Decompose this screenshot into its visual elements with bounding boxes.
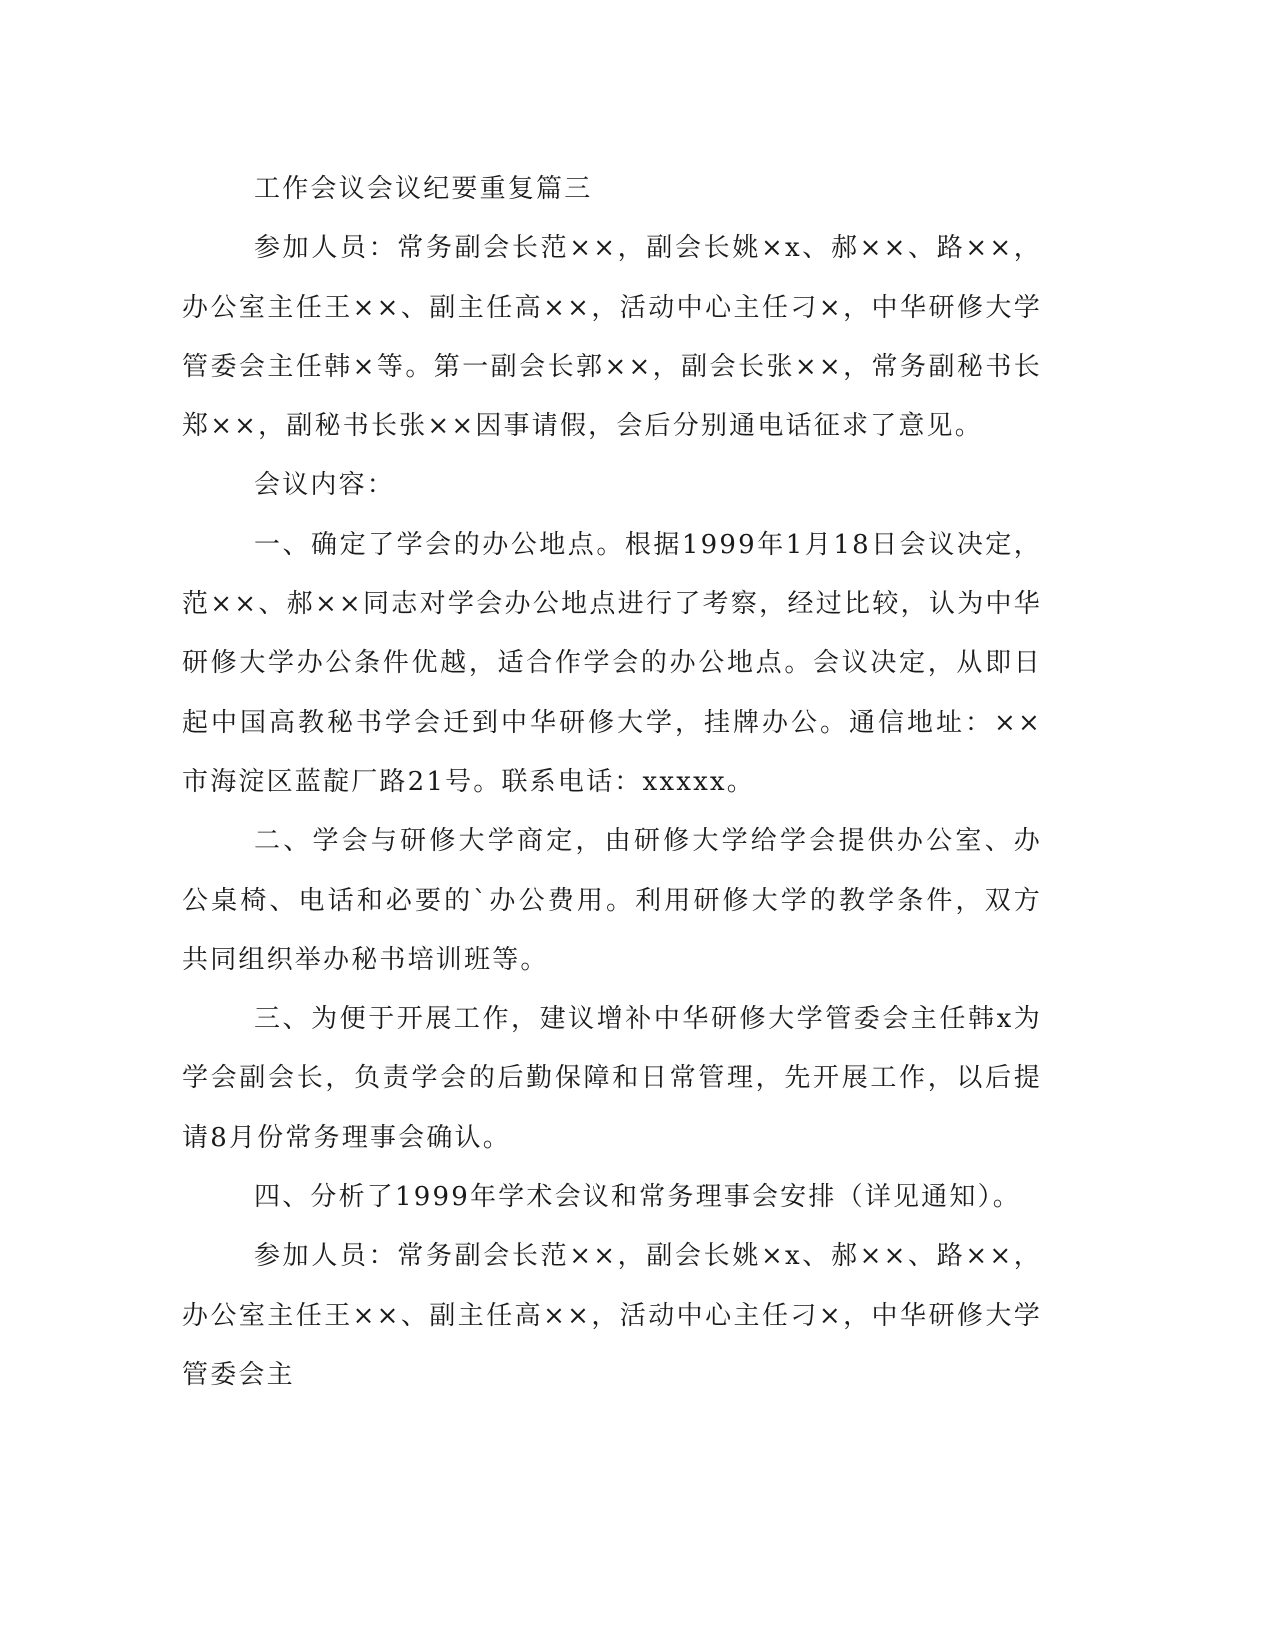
paragraph-item-one: 一、确定了学会的办公地点。根据1999年1月18日会议决定，范××、郝××同志对学会办公地点进行了考察，经过比较，认为中华研修大学办公条件优越，适合作学会的办公地点。会议决定，从即日起中国高教秘书学会迁到中华研修大学，挂牌办公。通信地址：××市海淀区蓝靛厂路21号。联系电话：xxxxx。 <box>182 529 1042 797</box>
document-body <box>182 160 1042 1405</box>
paragraph-item-three: 三、为便于开展工作，建议增补中华研修大学管委会主任韩x为学会副会长，负责学会的后勤保障和日常管理，先开展工作，以后提请8月份常务理事会确认。 <box>182 1004 1042 1153</box>
paragraph-meeting-content-heading: 会议内容： <box>254 470 396 501</box>
document-title: 工作会议会议纪要重复篇三 <box>254 174 593 204</box>
paragraph-attendees: 参加人员：常务副会长范××，副会长姚×x、郝××、路××，办公室主任王××、副主任高××，活动中心主任刁×，中华研修大学管委会主任韩×等。第一副会长郭××，副会长张××，常务副秘书长郑××，副秘书长张××因事请假，会后分别通电话征求了意见。 <box>182 233 1042 442</box>
paragraph-item-two: 二、学会与研修大学商定，由研修大学给学会提供办公室、办公桌椅、电话和必要的`办公费用。利用研修大学的教学条件，双方共同组织举办秘书培训班等。 <box>182 826 1042 975</box>
paragraph-item-four: 四、分析了1999年学术会议和常务理事会安排（详见通知）。 <box>254 1182 1021 1213</box>
paragraph-attendees-repeat: 参加人员：常务副会长范××，副会长姚×x、郝××、路××，办公室主任王××、副主任高××，活动中心主任刁×，中华研修大学管委会主 <box>182 1241 1042 1390</box>
